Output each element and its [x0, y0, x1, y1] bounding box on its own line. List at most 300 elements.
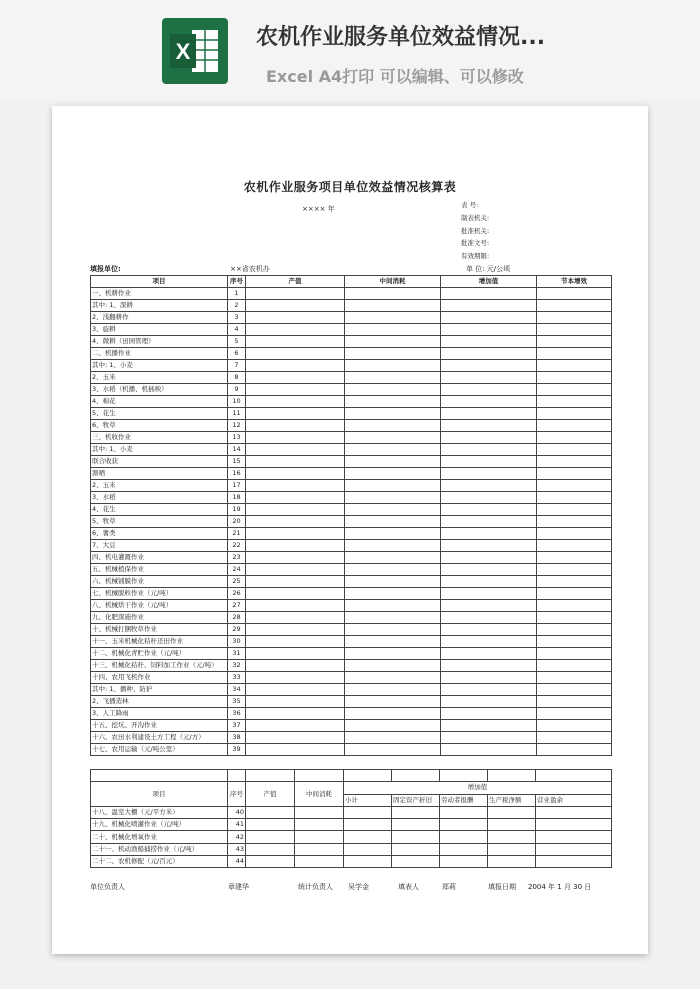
data-cell — [441, 732, 537, 744]
data-cell — [246, 540, 345, 552]
data-cell — [344, 843, 392, 855]
data-cell — [440, 806, 488, 818]
data-cell — [441, 300, 537, 312]
row-item: 联合收获 — [91, 456, 228, 468]
table-row — [91, 504, 612, 516]
data-cell — [537, 708, 612, 720]
row-item: 2、玉米 — [91, 372, 228, 384]
data-cell — [246, 612, 345, 624]
data-cell — [537, 468, 612, 480]
data-cell — [441, 612, 537, 624]
row-item: 十四、农用飞机作业 — [91, 672, 228, 684]
data-cell — [344, 856, 392, 868]
data-cell — [246, 576, 345, 588]
data-cell — [246, 624, 345, 636]
column-header: 中间消耗 — [295, 782, 344, 807]
data-cell — [246, 528, 345, 540]
row-item: 3、水稻（机播、机插秧） — [91, 384, 228, 396]
row-number: 11 — [228, 408, 246, 420]
data-cell — [537, 732, 612, 744]
data-cell — [345, 576, 441, 588]
row-item: 4、棉花 — [91, 396, 228, 408]
data-cell — [345, 312, 441, 324]
row-item: 3、水稻 — [91, 492, 228, 504]
table-row — [91, 492, 612, 504]
data-cell — [441, 384, 537, 396]
data-cell — [345, 552, 441, 564]
data-cell — [536, 819, 612, 831]
meta-line: 制表机关: — [461, 214, 490, 222]
table-row — [91, 744, 612, 756]
row-item: 5、牧草 — [91, 516, 228, 528]
table-row — [91, 856, 612, 868]
row-item: 五、机械植保作业 — [91, 564, 228, 576]
document-title: 农机作业服务项目单位效益情况核算表 — [243, 180, 457, 194]
data-cell — [246, 300, 345, 312]
table-row — [91, 576, 612, 588]
data-cell — [441, 588, 537, 600]
data-cell — [344, 806, 392, 818]
data-cell — [246, 732, 345, 744]
table-row — [91, 708, 612, 720]
data-cell — [246, 372, 345, 384]
data-cell — [536, 831, 612, 843]
footer-item: 填报日期 — [488, 883, 516, 891]
row-number: 12 — [228, 420, 246, 432]
header-banner — [0, 0, 700, 100]
row-number: 31 — [228, 648, 246, 660]
data-cell — [537, 288, 612, 300]
row-item: 十、机械打捆牧草作业 — [91, 624, 228, 636]
data-cell — [345, 396, 441, 408]
table-row — [91, 372, 612, 384]
data-cell — [441, 720, 537, 732]
row-item: 三、机收作业 — [91, 432, 228, 444]
data-cell — [246, 636, 345, 648]
row-item: 5、花生 — [91, 408, 228, 420]
row-number: 42 — [228, 831, 246, 843]
data-cell — [246, 720, 345, 732]
data-cell — [91, 770, 228, 782]
footer-item: 章建华 — [228, 883, 249, 891]
data-cell — [441, 360, 537, 372]
row-number: 14 — [228, 444, 246, 456]
row-number: 18 — [228, 492, 246, 504]
data-cell — [345, 504, 441, 516]
row-number: 16 — [228, 468, 246, 480]
data-cell — [246, 600, 345, 612]
row-number: 8 — [228, 372, 246, 384]
column-header: 产值 — [246, 782, 295, 807]
row-item: 4、微耕（田园管理） — [91, 336, 228, 348]
report-year: ×××× 年 — [302, 205, 335, 213]
data-cell — [392, 856, 440, 868]
row-number: 40 — [228, 806, 246, 818]
row-item: 四、机电灌溉作业 — [91, 552, 228, 564]
data-cell — [537, 444, 612, 456]
row-number: 2 — [228, 300, 246, 312]
row-number: 29 — [228, 624, 246, 636]
data-cell — [441, 552, 537, 564]
data-cell — [392, 806, 440, 818]
table-row — [91, 770, 612, 782]
data-cell — [441, 672, 537, 684]
table-row — [91, 408, 612, 420]
data-cell — [441, 420, 537, 432]
data-cell — [392, 770, 440, 782]
data-cell — [488, 819, 536, 831]
table-row — [91, 324, 612, 336]
data-cell — [441, 456, 537, 468]
table-header-row — [91, 782, 612, 794]
data-cell — [537, 744, 612, 756]
data-cell — [246, 770, 295, 782]
column-header: 节本增效 — [537, 276, 612, 288]
data-cell — [441, 288, 537, 300]
data-cell — [345, 300, 441, 312]
meta-line: 批准文号: — [461, 239, 490, 247]
table-row — [91, 732, 612, 744]
data-cell — [345, 408, 441, 420]
data-cell — [441, 540, 537, 552]
data-cell — [537, 720, 612, 732]
data-cell — [537, 396, 612, 408]
data-cell — [537, 612, 612, 624]
data-cell — [537, 384, 612, 396]
data-cell — [246, 456, 345, 468]
data-cell — [295, 843, 344, 855]
data-cell — [488, 843, 536, 855]
column-header: 产值 — [246, 276, 345, 288]
data-cell — [345, 564, 441, 576]
data-cell — [345, 480, 441, 492]
row-item: 二十一、机动渔船捕捞作业（元/吨） — [91, 843, 228, 855]
data-cell — [246, 819, 295, 831]
data-cell — [537, 408, 612, 420]
data-cell — [345, 744, 441, 756]
row-number: 32 — [228, 660, 246, 672]
data-cell — [441, 636, 537, 648]
data-cell — [441, 480, 537, 492]
data-cell — [536, 843, 612, 855]
data-cell — [440, 843, 488, 855]
table-row — [91, 456, 612, 468]
row-item: 一、机耕作业 — [91, 288, 228, 300]
row-number: 24 — [228, 564, 246, 576]
data-cell — [345, 384, 441, 396]
data-cell — [246, 348, 345, 360]
meta-line: 有效期限: — [461, 252, 490, 260]
row-item: 八、机械烘干作业（元/吨） — [91, 600, 228, 612]
row-item: 六、机械铺膜作业 — [91, 576, 228, 588]
row-item: 7、大豆 — [91, 540, 228, 552]
row-item: 二十二、农机修配（元/百元） — [91, 856, 228, 868]
data-cell — [536, 856, 612, 868]
row-number: 34 — [228, 684, 246, 696]
data-cell — [537, 336, 612, 348]
row-number: 43 — [228, 843, 246, 855]
data-cell — [441, 336, 537, 348]
data-cell — [441, 684, 537, 696]
data-cell — [246, 444, 345, 456]
data-cell — [344, 819, 392, 831]
row-item: 4、花生 — [91, 504, 228, 516]
footer-item: 郑莉 — [442, 883, 456, 891]
row-item: 3、人工降雨 — [91, 708, 228, 720]
data-cell — [345, 468, 441, 480]
row-number: 20 — [228, 516, 246, 528]
data-cell — [441, 324, 537, 336]
row-item: 十二、机械化青贮作业（元/吨） — [91, 648, 228, 660]
table-row — [91, 648, 612, 660]
data-cell — [345, 456, 441, 468]
row-item: 九、化肥深施作业 — [91, 612, 228, 624]
data-cell — [537, 360, 612, 372]
table-row — [91, 564, 612, 576]
table-row — [91, 420, 612, 432]
table-row — [91, 660, 612, 672]
data-cell — [246, 288, 345, 300]
row-number: 23 — [228, 552, 246, 564]
data-cell — [345, 672, 441, 684]
main-table — [90, 275, 612, 756]
column-header: 增加值 — [441, 276, 537, 288]
column-header: 小计 — [344, 794, 392, 806]
data-cell — [537, 492, 612, 504]
unit-label: 填报单位: — [90, 265, 121, 273]
row-number: 1 — [228, 288, 246, 300]
table-row — [91, 396, 612, 408]
data-cell — [246, 660, 345, 672]
column-header: 生产税净额 — [488, 794, 536, 806]
data-cell — [246, 708, 345, 720]
data-cell — [345, 360, 441, 372]
data-cell — [345, 612, 441, 624]
row-number: 25 — [228, 576, 246, 588]
table-row — [91, 384, 612, 396]
unit-right: 单 位: 元/公顷 — [466, 265, 511, 273]
data-cell — [345, 648, 441, 660]
data-cell — [345, 732, 441, 744]
row-item: 其中: 1、深耕 — [91, 300, 228, 312]
table-row — [91, 600, 612, 612]
data-cell — [441, 528, 537, 540]
row-number: 21 — [228, 528, 246, 540]
table-row — [91, 843, 612, 855]
data-cell — [488, 770, 536, 782]
data-cell — [246, 516, 345, 528]
row-number: 6 — [228, 348, 246, 360]
data-cell — [246, 672, 345, 684]
data-cell — [441, 648, 537, 660]
data-cell — [537, 372, 612, 384]
data-cell — [344, 770, 392, 782]
table-row — [91, 636, 612, 648]
data-cell — [295, 806, 344, 818]
data-cell — [295, 770, 344, 782]
row-item: 十九、机械化喷灌作业（元/吨） — [91, 819, 228, 831]
row-number: 36 — [228, 708, 246, 720]
data-cell — [537, 528, 612, 540]
data-cell — [536, 770, 612, 782]
data-cell — [537, 480, 612, 492]
page-subtitle: Excel A4打印 可以编辑、可以修改 — [266, 67, 524, 86]
data-cell — [441, 504, 537, 516]
data-cell — [441, 348, 537, 360]
table-row — [91, 540, 612, 552]
data-cell — [537, 420, 612, 432]
table-row — [91, 288, 612, 300]
table-row — [91, 468, 612, 480]
data-cell — [441, 660, 537, 672]
data-cell — [345, 708, 441, 720]
meta-line: 批准机关: — [461, 227, 490, 235]
row-number: 10 — [228, 396, 246, 408]
data-cell — [295, 856, 344, 868]
data-cell — [488, 831, 536, 843]
data-cell — [345, 348, 441, 360]
row-number: 5 — [228, 336, 246, 348]
data-cell — [440, 770, 488, 782]
row-item: 十三、机械化秸秆、饲料加工作业（元/吨） — [91, 660, 228, 672]
table-row — [91, 612, 612, 624]
row-number: 19 — [228, 504, 246, 516]
row-item: 七、机械脱粒作业（元/吨） — [91, 588, 228, 600]
data-cell — [537, 348, 612, 360]
data-cell — [537, 600, 612, 612]
data-cell — [246, 336, 345, 348]
data-cell — [345, 492, 441, 504]
table-row — [91, 552, 612, 564]
row-number: 39 — [228, 744, 246, 756]
row-number: 7 — [228, 360, 246, 372]
footer-item: 吴学金 — [348, 883, 369, 891]
row-number: 13 — [228, 432, 246, 444]
data-cell — [441, 600, 537, 612]
data-cell — [441, 444, 537, 456]
table-row — [91, 720, 612, 732]
row-item: 2、玉米 — [91, 480, 228, 492]
row-number: 33 — [228, 672, 246, 684]
data-cell — [246, 408, 345, 420]
row-number: 44 — [228, 856, 246, 868]
data-cell — [246, 696, 345, 708]
table-row — [91, 672, 612, 684]
data-cell — [345, 588, 441, 600]
data-cell — [392, 843, 440, 855]
row-item: 二十、机械化增氧作业 — [91, 831, 228, 843]
data-cell — [537, 516, 612, 528]
table-row — [91, 444, 612, 456]
row-item: 2、飞播造林 — [91, 696, 228, 708]
data-cell — [246, 504, 345, 516]
data-cell — [537, 576, 612, 588]
data-cell — [345, 540, 441, 552]
table-row — [91, 684, 612, 696]
data-cell — [246, 684, 345, 696]
row-item: 十六、农田水利建设土方工程（元/方） — [91, 732, 228, 744]
row-number: 4 — [228, 324, 246, 336]
column-header: 序号 — [228, 276, 246, 288]
table-row — [91, 819, 612, 831]
table-row — [91, 516, 612, 528]
document-page — [52, 106, 648, 954]
unit-value: ××省农机办 — [230, 265, 270, 273]
data-cell — [537, 684, 612, 696]
data-cell — [537, 504, 612, 516]
data-cell — [345, 696, 441, 708]
group-header: 增加值 — [344, 782, 612, 794]
meta-line: 表 号: — [461, 201, 479, 209]
table-row — [91, 312, 612, 324]
data-cell — [345, 324, 441, 336]
data-cell — [345, 660, 441, 672]
data-cell — [345, 684, 441, 696]
data-cell — [441, 372, 537, 384]
data-cell — [246, 552, 345, 564]
row-number: 28 — [228, 612, 246, 624]
data-cell — [246, 744, 345, 756]
column-header: 固定资产折旧 — [392, 794, 440, 806]
column-header: 项目 — [91, 276, 228, 288]
data-cell — [440, 856, 488, 868]
data-cell — [537, 648, 612, 660]
data-cell — [345, 600, 441, 612]
row-number: 35 — [228, 696, 246, 708]
data-cell — [537, 588, 612, 600]
row-item: 十七、农用运输（元/吨公里） — [91, 744, 228, 756]
data-cell — [345, 516, 441, 528]
column-header: 营业盈余 — [536, 794, 612, 806]
table-row — [91, 696, 612, 708]
data-cell — [246, 312, 345, 324]
row-number: 26 — [228, 588, 246, 600]
row-item: 3、旋耕 — [91, 324, 228, 336]
table-row — [91, 480, 612, 492]
data-cell — [537, 564, 612, 576]
data-cell — [440, 831, 488, 843]
footer-item: 统计负责人 — [298, 883, 333, 891]
data-cell — [537, 300, 612, 312]
row-number: 17 — [228, 480, 246, 492]
data-cell — [246, 806, 295, 818]
row-item: 二、机播作业 — [91, 348, 228, 360]
table-row — [91, 806, 612, 818]
data-cell — [440, 819, 488, 831]
data-cell — [344, 831, 392, 843]
table-header-row — [91, 276, 612, 288]
data-cell — [246, 480, 345, 492]
row-item: 2、浅翻耕作 — [91, 312, 228, 324]
data-cell — [441, 744, 537, 756]
excel-icon — [162, 18, 228, 84]
row-number: 3 — [228, 312, 246, 324]
data-cell — [246, 360, 345, 372]
column-header: 序号 — [228, 782, 246, 807]
data-cell — [246, 384, 345, 396]
data-cell — [441, 396, 537, 408]
data-cell — [536, 806, 612, 818]
data-cell — [246, 648, 345, 660]
row-number: 30 — [228, 636, 246, 648]
data-cell — [488, 856, 536, 868]
row-number: 15 — [228, 456, 246, 468]
data-cell — [345, 720, 441, 732]
row-item: 十一、玉米机械化秸秆还田作业 — [91, 636, 228, 648]
row-number: 38 — [228, 732, 246, 744]
table-row — [91, 831, 612, 843]
data-cell — [345, 636, 441, 648]
